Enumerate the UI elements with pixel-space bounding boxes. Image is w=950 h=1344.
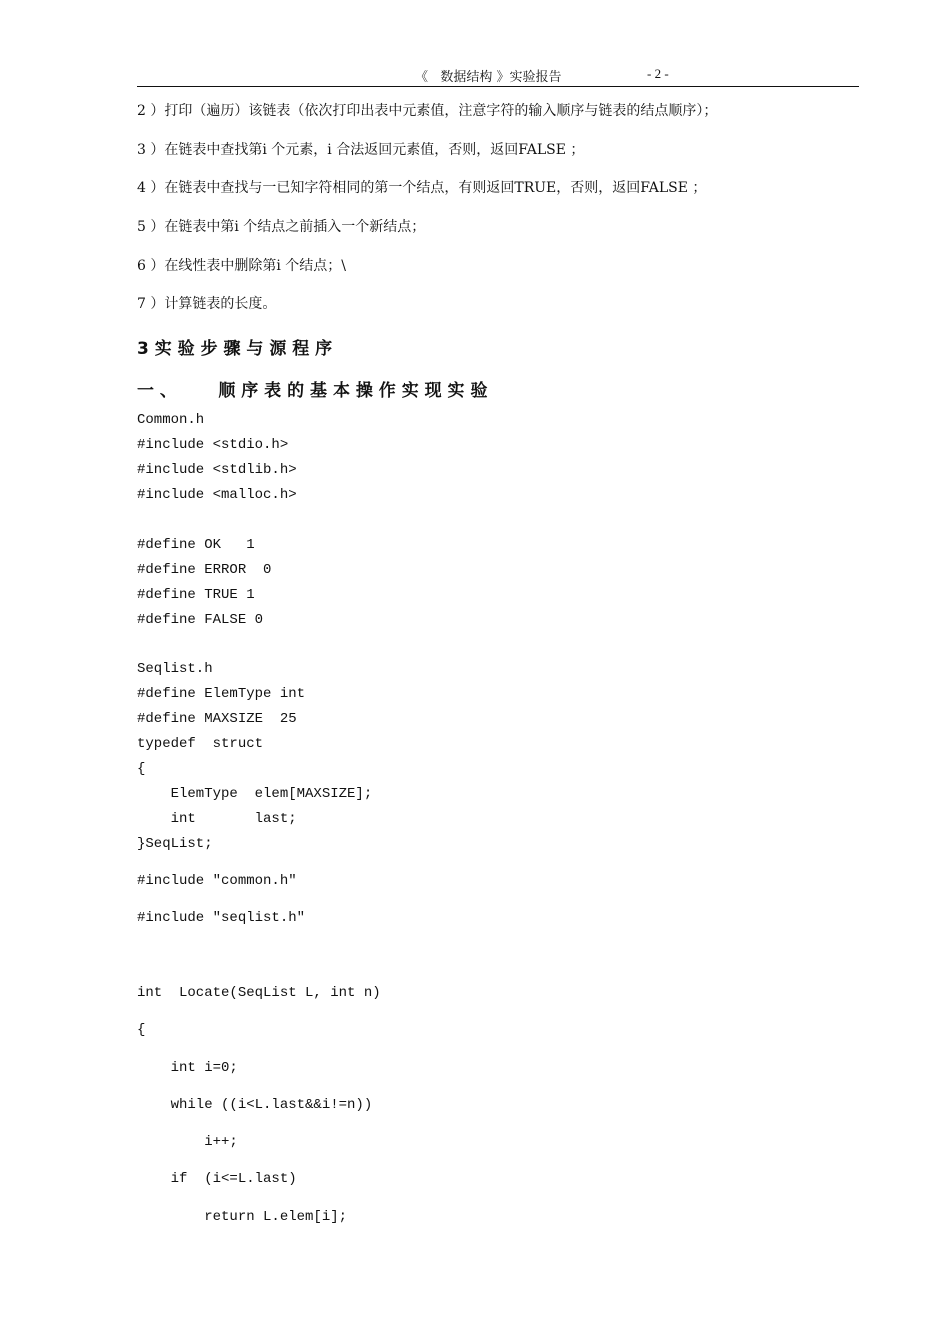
code-line: int last;	[137, 811, 297, 827]
code-line: i++;	[137, 1134, 238, 1150]
subsection-heading: 一 、 顺 序 表 的 基 本 操 作 实 现 实 验	[137, 381, 488, 401]
code-line: #define TRUE 1	[137, 587, 255, 603]
list-item: 6 ）在线性表中删除第i 个结点；\	[137, 258, 347, 274]
list-item: 3 ）在链表中查找第i 个元素，i 合法返回元素值，否则，返回FALSE ；	[137, 142, 585, 158]
code-line: typedef struct	[137, 736, 264, 752]
code-line: {	[137, 761, 146, 777]
page-header	[137, 66, 859, 87]
code-line: #define ElemType int	[137, 686, 306, 702]
code-line: }SeqList;	[137, 836, 213, 852]
header-title: 《 数据结构 》实验报告	[415, 70, 562, 85]
code-line: #include <stdlib.h>	[137, 462, 297, 478]
code-line: #define OK 1	[137, 537, 255, 553]
list-item: 7 ）计算链表的长度。	[137, 296, 277, 312]
code-line: #include "seqlist.h"	[137, 910, 306, 926]
code-line: Seqlist.h	[137, 661, 213, 677]
code-line: Common.h	[137, 412, 205, 428]
list-item: 4 ）在链表中查找与一已知字符相同的第一个结点，有则返回TRUE，否则，返回FALSE ；	[137, 180, 707, 196]
code-line: #include "common.h"	[137, 873, 297, 889]
list-item: 5 ）在链表中第i 个结点之前插入一个新结点；	[137, 219, 426, 235]
code-line: #include <malloc.h>	[137, 487, 297, 503]
code-line: int Locate(SeqList L, int n)	[137, 985, 381, 1001]
code-line: if (i<=L.last)	[137, 1171, 297, 1187]
code-line: {	[137, 1022, 146, 1038]
code-line: #define FALSE 0	[137, 612, 264, 628]
code-line: ElemType elem[MAXSIZE];	[137, 786, 373, 802]
section-heading: 3 实 验 步 骤 与 源 程 序	[137, 339, 333, 359]
code-line: return L.elem[i];	[137, 1209, 348, 1225]
code-line: while ((i<L.last&&i!=n))	[137, 1097, 373, 1113]
code-line: #define ERROR 0	[137, 562, 272, 578]
page-number: - 2 -	[647, 66, 669, 81]
code-line: #include <stdio.h>	[137, 437, 289, 453]
code-line: int i=0;	[137, 1060, 238, 1076]
list-item: 2 ）打印（遍历）该链表（依次打印出表中元素值，注意字符的输入顺序与链表的结点顺序）；	[137, 103, 718, 119]
code-line: #define MAXSIZE 25	[137, 711, 297, 727]
